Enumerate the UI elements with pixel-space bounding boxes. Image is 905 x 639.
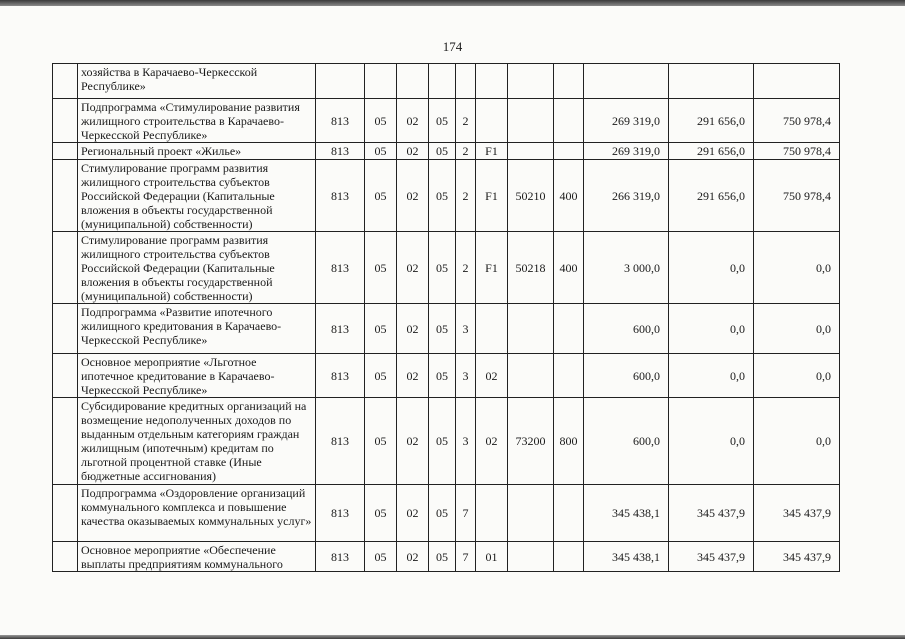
ministry-code-cell: 813 (316, 143, 365, 160)
project-code-cell: 01 (476, 542, 508, 572)
amount-year3-cell: 0,0 (754, 232, 840, 304)
section-code-cell: 05 (365, 485, 397, 542)
ministry-code-cell: 813 (316, 160, 365, 232)
margin-cell (53, 485, 78, 542)
amount-year1-cell: 3 000,0 (584, 232, 669, 304)
item-name-cell: Стимулирование программ развития жилищного строительства субъектов Российской Федерации (Капитальные вложения в объекты государственной (муниципальной) собственности) (78, 160, 316, 232)
section-code-cell: 05 (365, 354, 397, 398)
project-code-cell (476, 485, 508, 542)
subsection-code-cell: 02 (397, 354, 429, 398)
table-row (53, 143, 840, 160)
project-code-cell: F1 (476, 143, 508, 160)
program-code-cell: 05 (429, 304, 456, 354)
project-code-cell: 02 (476, 354, 508, 398)
table-row (53, 542, 840, 572)
amount-year1-cell: 345 438,1 (584, 485, 669, 542)
item-name-cell: хозяйства в Карачаево-Черкесской Республике» (78, 64, 316, 99)
subsection-code-cell: 02 (397, 232, 429, 304)
program-code-cell: 05 (429, 542, 456, 572)
table-row (53, 160, 840, 232)
item-name-cell: Подпрограмма «Оздоровление организаций коммунального комплекса и повышение качества оказываемых коммунальных услуг» (78, 485, 316, 542)
amount-year3-cell: 0,0 (754, 398, 840, 485)
section-code-cell (365, 64, 397, 99)
expense-direction-cell (508, 99, 554, 143)
subprogram-code-cell: 3 (456, 354, 476, 398)
amount-year1-cell: 345 438,1 (584, 542, 669, 572)
amount-year2-cell: 345 437,9 (669, 542, 754, 572)
program-code-cell: 05 (429, 354, 456, 398)
margin-cell (53, 64, 78, 99)
expense-type-cell (554, 485, 584, 542)
amount-year1-cell: 269 319,0 (584, 99, 669, 143)
amount-year3-cell: 345 437,9 (754, 485, 840, 542)
ministry-code-cell: 813 (316, 485, 365, 542)
expense-type-cell: 400 (554, 232, 584, 304)
project-code-cell (476, 304, 508, 354)
margin-cell (53, 398, 78, 485)
margin-cell (53, 354, 78, 398)
program-code-cell: 05 (429, 232, 456, 304)
margin-cell (53, 304, 78, 354)
expense-direction-cell: 50218 (508, 232, 554, 304)
item-name-cell: Подпрограмма «Развитие ипотечного жилищного кредитования в Карачаево-Черкесской Республике» (78, 304, 316, 354)
expense-direction-cell (508, 485, 554, 542)
amount-year3-cell: 750 978,4 (754, 99, 840, 143)
amount-year1-cell: 269 319,0 (584, 143, 669, 160)
item-name-cell: Региональный проект «Жилье» (78, 143, 316, 160)
table-row (53, 64, 840, 99)
page-number: 174 (442, 39, 463, 54)
section-code-cell: 05 (365, 99, 397, 143)
amount-year2-cell: 0,0 (669, 398, 754, 485)
margin-cell (53, 232, 78, 304)
amount-year3-cell: 750 978,4 (754, 143, 840, 160)
amount-year2-cell: 0,0 (669, 232, 754, 304)
subprogram-code-cell: 3 (456, 304, 476, 354)
project-code-cell: F1 (476, 160, 508, 232)
subprogram-code-cell: 2 (456, 232, 476, 304)
section-code-cell: 05 (365, 143, 397, 160)
ministry-code-cell: 813 (316, 354, 365, 398)
expense-type-cell (554, 354, 584, 398)
ministry-code-cell (316, 64, 365, 99)
amount-year3-cell (754, 64, 840, 99)
expense-direction-cell (508, 143, 554, 160)
expense-direction-cell: 73200 (508, 398, 554, 485)
amount-year2-cell: 345 437,9 (669, 485, 754, 542)
ministry-code-cell: 813 (316, 304, 365, 354)
subsection-code-cell: 02 (397, 485, 429, 542)
table-row (53, 485, 840, 542)
subprogram-code-cell: 2 (456, 99, 476, 143)
project-code-cell (476, 64, 508, 99)
program-code-cell: 05 (429, 99, 456, 143)
margin-cell (53, 143, 78, 160)
amount-year3-cell: 750 978,4 (754, 160, 840, 232)
section-code-cell: 05 (365, 160, 397, 232)
subsection-code-cell: 02 (397, 160, 429, 232)
section-code-cell: 05 (365, 304, 397, 354)
amount-year2-cell: 0,0 (669, 354, 754, 398)
expense-type-cell (554, 304, 584, 354)
table-row (53, 354, 840, 398)
project-code-cell (476, 99, 508, 143)
expense-direction-cell (508, 354, 554, 398)
margin-cell (53, 160, 78, 232)
subprogram-code-cell: 2 (456, 160, 476, 232)
document-page (0, 6, 905, 635)
subsection-code-cell: 02 (397, 143, 429, 160)
expense-type-cell: 800 (554, 398, 584, 485)
subprogram-code-cell: 3 (456, 398, 476, 485)
ministry-code-cell: 813 (316, 99, 365, 143)
amount-year2-cell: 0,0 (669, 304, 754, 354)
amount-year1-cell: 600,0 (584, 354, 669, 398)
section-code-cell: 05 (365, 542, 397, 572)
table-row (53, 398, 840, 485)
ministry-code-cell: 813 (316, 398, 365, 485)
subprogram-code-cell: 7 (456, 542, 476, 572)
expense-direction-cell (508, 64, 554, 99)
amount-year1-cell: 266 319,0 (584, 160, 669, 232)
margin-cell (53, 99, 78, 143)
expense-type-cell: 400 (554, 160, 584, 232)
subprogram-code-cell: 2 (456, 143, 476, 160)
subsection-code-cell: 02 (397, 542, 429, 572)
program-code-cell: 05 (429, 485, 456, 542)
ministry-code-cell: 813 (316, 542, 365, 572)
amount-year3-cell: 0,0 (754, 354, 840, 398)
program-code-cell: 05 (429, 398, 456, 485)
expense-type-cell (554, 99, 584, 143)
scan-edge-bottom (0, 635, 905, 639)
program-code-cell: 05 (429, 143, 456, 160)
subsection-code-cell: 02 (397, 398, 429, 485)
item-name-cell: Подпрограмма «Стимулирование развития жилищного строительства в Карачаево-Черкесской Республике» (78, 99, 316, 143)
amount-year2-cell: 291 656,0 (669, 160, 754, 232)
amount-year2-cell (669, 64, 754, 99)
subsection-code-cell: 02 (397, 304, 429, 354)
amount-year3-cell: 0,0 (754, 304, 840, 354)
table-row (53, 304, 840, 354)
budget-table (52, 63, 840, 572)
item-name-cell: Основное мероприятие «Обеспечение выплаты предприятиям коммунального (78, 542, 316, 572)
section-code-cell: 05 (365, 232, 397, 304)
expense-type-cell (554, 143, 584, 160)
program-code-cell: 05 (429, 160, 456, 232)
table-row (53, 99, 840, 143)
expense-type-cell (554, 64, 584, 99)
amount-year2-cell: 291 656,0 (669, 143, 754, 160)
item-name-cell: Стимулирование программ развития жилищного строительства субъектов Российской Федерации (Капитальные вложения в объекты государственной (муниципальной) собственности) (78, 232, 316, 304)
expense-type-cell (554, 542, 584, 572)
expense-direction-cell (508, 304, 554, 354)
project-code-cell: F1 (476, 232, 508, 304)
expense-direction-cell: 50210 (508, 160, 554, 232)
subprogram-code-cell (456, 64, 476, 99)
amount-year1-cell (584, 64, 669, 99)
subprogram-code-cell: 7 (456, 485, 476, 542)
amount-year3-cell: 345 437,9 (754, 542, 840, 572)
ministry-code-cell: 813 (316, 232, 365, 304)
amount-year1-cell: 600,0 (584, 304, 669, 354)
table-row (53, 232, 840, 304)
program-code-cell (429, 64, 456, 99)
item-name-cell: Субсидирование кредитных организаций на возмещение недополученных доходов по выданным отдельным категориям граждан жилищным (ипотечным) кредитам по льготной процентной ставке (Иные бюджетные ассигнования) (78, 398, 316, 485)
item-name-cell: Основное мероприятие «Льготное ипотечное кредитование в Карачаево-Черкесской Республике» (78, 354, 316, 398)
project-code-cell: 02 (476, 398, 508, 485)
subsection-code-cell (397, 64, 429, 99)
amount-year1-cell: 600,0 (584, 398, 669, 485)
section-code-cell: 05 (365, 398, 397, 485)
amount-year2-cell: 291 656,0 (669, 99, 754, 143)
subsection-code-cell: 02 (397, 99, 429, 143)
margin-cell (53, 542, 78, 572)
expense-direction-cell (508, 542, 554, 572)
